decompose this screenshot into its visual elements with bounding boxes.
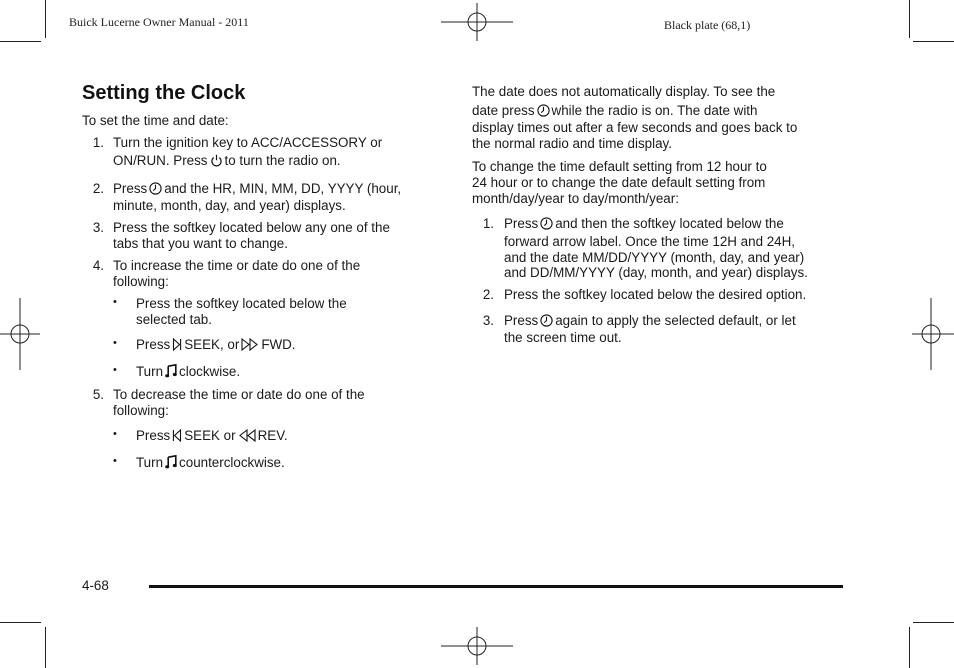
bullet-text [136, 337, 296, 353]
step-text: the screen time out. [504, 330, 622, 345]
paragraph-part: while the radio is on. The date with [551, 103, 758, 118]
fast-forward-icon [241, 338, 259, 351]
paragraph-line: display times out after a few seconds and goes back to [472, 120, 798, 135]
step-text: Press the softkey located below any one of the [113, 220, 390, 235]
bullet-text [136, 364, 240, 380]
power-icon [210, 154, 223, 167]
step-text-part: and then the softkey located below the [555, 216, 784, 231]
registration-mark-right [912, 298, 954, 370]
bullet-text-part: counterclockwise. [179, 455, 285, 470]
bullet: • [113, 364, 117, 376]
step-number: 3. [482, 313, 494, 328]
step-text [113, 153, 341, 169]
seek-back-icon [172, 429, 182, 442]
registration-mark-top [441, 3, 513, 41]
bullet-text-part: FWD. [261, 337, 296, 352]
header-plate-label: Black plate (68,1) [664, 18, 751, 32]
intro-text: To set the time and date: [82, 113, 229, 128]
bullet: • [113, 337, 117, 349]
step-text-part: again to apply the selected default, or let [555, 313, 796, 328]
step-text-line: and the HR, MIN, MM, DD, YYYY (hour, [164, 181, 402, 196]
step-text-line: Turn the ignition key to ACC/ACCESSORY or [113, 135, 383, 150]
bullet-text-part: SEEK or [184, 428, 236, 443]
clock-icon [537, 104, 550, 117]
registration-mark-bottom [441, 627, 513, 665]
seek-forward-icon [172, 338, 182, 351]
step-text-part: Press [504, 313, 539, 328]
bullet-text: Press the softkey located below the [136, 296, 347, 311]
step-number: 4. [92, 258, 104, 273]
step-text: tabs that you want to change. [113, 236, 288, 251]
paragraph-line: The date does not automatically display. To see the [472, 84, 776, 99]
header-manual-title: Buick Lucerne Owner Manual - 2011 [69, 15, 249, 29]
bullet-text [136, 455, 285, 471]
bullet-text-part: REV. [257, 428, 288, 443]
step-number: 5. [92, 387, 104, 402]
paragraph-line: To change the time default setting from 12 hour to [472, 159, 767, 174]
clock-icon [540, 217, 553, 230]
step-text [113, 181, 401, 197]
step-number: 2. [482, 287, 494, 302]
page-number: 4-68 [82, 578, 109, 593]
registration-mark-left [0, 298, 40, 370]
step-text: and DD/MM/YYYY (day, month, and year) displays. [504, 265, 808, 280]
bullet: • [113, 455, 117, 467]
step-text-line: Press [113, 181, 148, 196]
step-text: following: [113, 403, 169, 418]
footer-rule [149, 585, 843, 588]
bullet-text-part: clockwise. [179, 364, 241, 379]
step-text-part: Press [504, 216, 539, 231]
step-text-line: ON/RUN. Press [113, 153, 208, 168]
step-number: 3. [92, 220, 104, 235]
step-text [504, 313, 796, 329]
clock-icon [149, 182, 162, 195]
step-text: To increase the time or date do one of the [113, 258, 361, 273]
step-number: 1. [482, 216, 494, 231]
step-text-line: to turn the radio on. [224, 153, 341, 168]
paragraph-part: date press [472, 103, 535, 118]
bullet-text-part: SEEK, or [184, 337, 240, 352]
bullet-text [136, 428, 288, 444]
rewind-icon [238, 429, 256, 442]
step-text [504, 216, 784, 232]
page-title: Setting the Clock [82, 82, 246, 104]
paragraph-line: the normal radio and time display. [472, 136, 672, 151]
step-number: 2. [92, 181, 104, 196]
paragraph-line: 24 hour or to change the date default setting from [472, 175, 766, 190]
paragraph-line: month/day/year to day/month/year: [472, 191, 679, 206]
tune-knob-icon [165, 364, 177, 378]
clock-icon [540, 314, 553, 327]
step-text: Press the softkey located below the desired option. [504, 287, 807, 302]
paragraph-line [472, 103, 757, 119]
step-number: 1. [92, 135, 104, 150]
tune-knob-icon [165, 455, 177, 469]
step-text: minute, month, day, and year) displays. [113, 198, 346, 213]
step-text: To decrease the time or date do one of the [113, 387, 365, 402]
bullet-text-part: Turn [136, 455, 164, 470]
step-text: and the date MM/DD/YYYY (month, day, and year) [504, 250, 805, 265]
bullet-text: selected tab. [136, 312, 212, 327]
bullet: • [113, 296, 117, 308]
bullet: • [113, 428, 117, 440]
step-text: forward arrow label. Once the time 12H and 24H, [504, 234, 796, 249]
step-text: following: [113, 274, 169, 289]
step-text [113, 135, 382, 151]
bullet-text-part: Press [136, 337, 171, 352]
bullet-text-part: Turn [136, 364, 164, 379]
bullet-text-part: Press [136, 428, 171, 443]
